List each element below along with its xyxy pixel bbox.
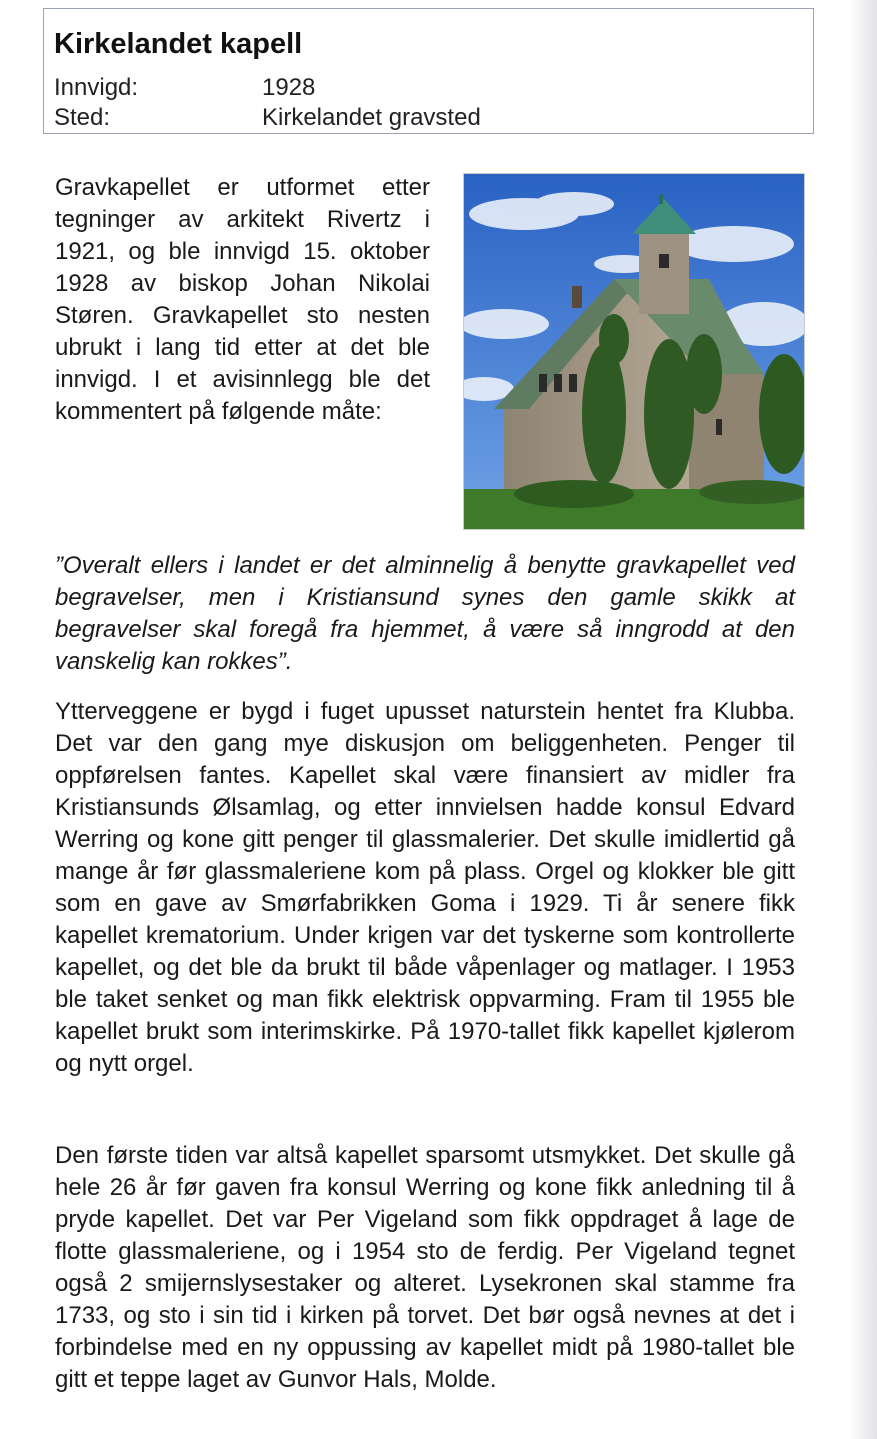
newspaper-quote: ”Overalt ellers i landet er det alminnelig å benytte gravkapellet ved begravelser, men i Kristiansund synes den gamle skikk at begravelser skal foregå fra hjemmet, å være så inngrodd at den vanskelig kan rokkes”. [55,552,795,675]
intro-paragraph: Gravkapellet er utformet etter tegninger av arkitekt Rivertz i 1921, og ble innvigd 15. oktober 1928 av biskop Johan Nikolai Støren. Gravkapellet sto nesten ubrukt i lang tid etter at det ble innvigd. I et avisinnlegg ble det kommentert på følgende måte: [55,174,430,425]
info-label-consecrated: Innvigd: [54,74,139,101]
chapel-photo [463,173,805,530]
body-paragraph-1: Ytterveggene er bygd i fuget upusset naturstein hentet fra Klubba. Det var den gang mye diskusjon om beliggenheten. Penger til oppførelsen fantes. Kapellet skal være finansiert av midler fra Kristiansunds Ølsamlag, og etter innvielsen hadde konsul Edvard Werring og kone gitt penger til glassmalerier. Det skulle imidlertid gå mange år før glassmaleriene kom på plass. Orgel og klokker ble gitt som en gave av Smørfabrikken Goma i 1929. Ti år senere fikk kapellet krematorium. Under krigen var det tyskerne som kontrollerte kapellet, og det ble da brukt til både våpenlager og matlager. I 1953 ble taket senket og man fikk elektrisk oppvarming. Fram til 1955 ble kapellet brukt som interimskirke. På 1970-tallet fikk kapellet kjølerom og nytt orgel. [55,698,795,1077]
body-paragraph-2: Den første tiden var altså kapellet sparsomt utsmykket. Det skulle gå hele 26 år før gaven fra konsul Werring og kone fikk anledning til å pryde kapellet. Det var Per Vigeland som fikk oppdraget å lage de flotte glassmaleriene, og i 1954 sto de ferdig. Per Vigeland tegnet også 2 smijernslysestaker og alteret. Lysekronen skal stamme fra 1733, og sto i sin tid i kirken på torvet. Det bør også nevnes at det i forbindelse med en ny oppussing av kapellet midt på 1980-tallet ble gitt et teppe laget av Gunvor Hals, Molde. [55,1142,795,1393]
info-box [43,8,814,134]
page-edge-shadow [849,0,877,1439]
info-value-location: Kirkelandet gravsted [262,104,481,131]
info-label-location: Sted: [54,104,111,131]
info-value-consecrated: 1928 [262,74,316,101]
chapel-title: Kirkelandet kapell [54,28,303,60]
